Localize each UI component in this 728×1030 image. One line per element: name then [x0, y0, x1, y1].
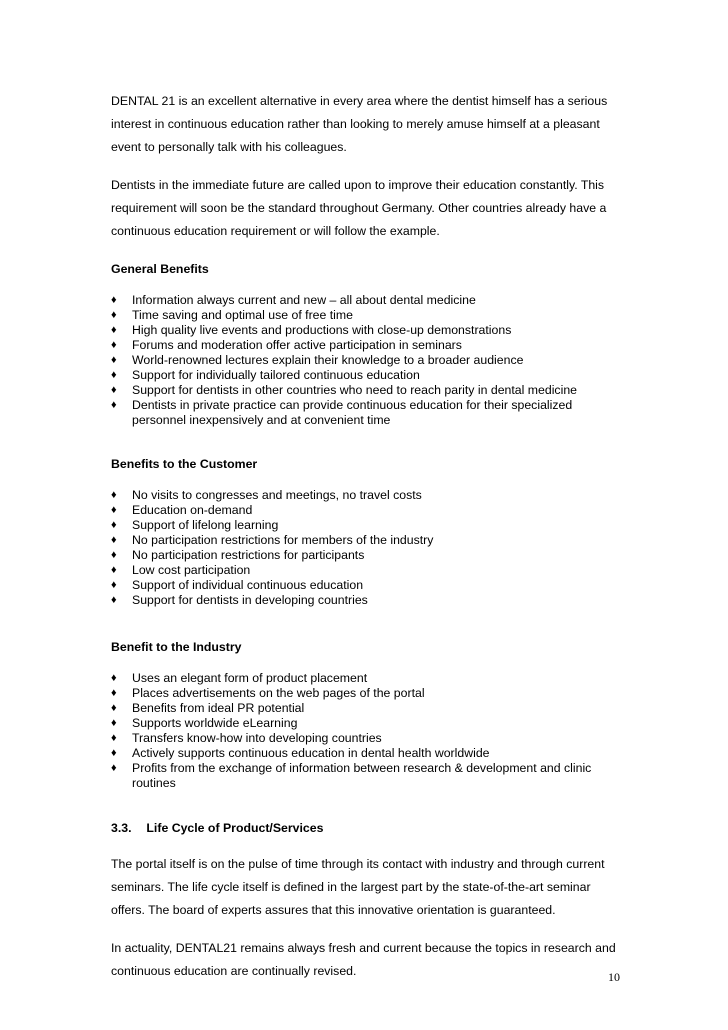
document-page: [111, 90, 621, 983]
list-item: [111, 593, 621, 608]
section-number: 3.3.: [111, 821, 132, 835]
bullet-diamond-icon: ♦: [111, 732, 117, 744]
section-paragraph-2: In actuality, DENTAL21 remains always fresh and current because the topics in research and continuous education are continually revised.: [111, 941, 616, 978]
customer-benefits-list: [111, 488, 621, 608]
list-item-text: Forums and moderation offer active participation in seminars: [132, 338, 462, 352]
list-item-text: Information always current and new – all about dental medicine: [132, 293, 476, 307]
bullet-diamond-icon: ♦: [111, 519, 117, 531]
bullet-diamond-icon: ♦: [111, 687, 117, 699]
list-item-text: Support for dentists in developing countries: [132, 593, 368, 607]
section-title: Life Cycle of Product/Services: [146, 821, 324, 835]
bullet-diamond-icon: ♦: [111, 504, 117, 516]
list-item: [111, 293, 621, 308]
list-item: [111, 518, 621, 533]
list-item-text: Education on-demand: [132, 503, 253, 517]
bullet-diamond-icon: ♦: [111, 354, 117, 366]
list-item: [111, 398, 621, 428]
list-item: [111, 716, 621, 731]
bullet-diamond-icon: ♦: [111, 702, 117, 714]
list-item-text: No visits to congresses and meetings, no travel costs: [132, 488, 422, 502]
intro-paragraph-1: DENTAL 21 is an excellent alternative in every area where the dentist himself has a serious interest in continuous education rather than looking to merely amuse himself at a pleasant event to personally talk with his colleagues.: [111, 94, 608, 154]
list-item: [111, 353, 621, 368]
bullet-diamond-icon: ♦: [111, 747, 117, 759]
section-paragraph-1: The portal itself is on the pulse of time through its contact with industry and through current seminars. The life cycle itself is defined in the largest part by the state-of-the-art seminar offers. The board of experts assures that this innovative orientation is guaranteed.: [111, 857, 605, 917]
list-item: [111, 686, 621, 701]
list-item: [111, 338, 621, 353]
list-item: [111, 533, 621, 548]
list-item-text: No participation restrictions for participants: [132, 548, 365, 562]
list-item: [111, 503, 621, 518]
list-item-text: Low cost participation: [132, 563, 251, 577]
bullet-diamond-icon: ♦: [111, 717, 117, 729]
bullet-diamond-icon: ♦: [111, 672, 117, 684]
list-item-text: Supports worldwide eLearning: [132, 716, 298, 730]
bullet-diamond-icon: ♦: [111, 324, 117, 336]
bullet-diamond-icon: ♦: [111, 339, 117, 351]
bullet-diamond-icon: ♦: [111, 309, 117, 321]
bullet-diamond-icon: ♦: [111, 294, 117, 306]
bullet-diamond-icon: ♦: [111, 594, 117, 606]
list-item: [111, 761, 621, 791]
list-item-text: Support of individual continuous education: [132, 578, 364, 592]
list-item-text: High quality live events and productions with close-up demonstrations: [132, 323, 512, 337]
list-item-text: Support for individually tailored continuous education: [132, 368, 420, 382]
list-item: [111, 563, 621, 578]
list-item-text: Actively supports continuous education in dental health worldwide: [132, 746, 490, 760]
list-item: [111, 323, 621, 338]
list-item-text: No participation restrictions for members of the industry: [132, 533, 434, 547]
list-item-text: Places advertisements on the web pages of the portal: [132, 686, 425, 700]
general-benefits-heading: General Benefits: [111, 262, 209, 276]
bullet-diamond-icon: ♦: [111, 489, 117, 501]
list-item: [111, 488, 621, 503]
list-item-text: Time saving and optimal use of free time: [132, 308, 353, 322]
list-item: [111, 383, 621, 398]
bullet-diamond-icon: ♦: [111, 399, 117, 411]
list-item: [111, 701, 621, 716]
list-item-text: World-renowned lectures explain their knowledge to a broader audience: [132, 353, 524, 367]
list-item: [111, 548, 621, 563]
general-benefits-list: [111, 293, 621, 428]
customer-benefits-heading: Benefits to the Customer: [111, 457, 258, 471]
list-item-text: Transfers know-how into developing countries: [132, 731, 382, 745]
list-item: [111, 308, 621, 323]
bullet-diamond-icon: ♦: [111, 369, 117, 381]
list-item-text: Benefits from ideal PR potential: [132, 701, 305, 715]
list-item-text: Dentists in private practice can provide continuous education for their specialized personnel inexpensively and at convenient time: [132, 398, 573, 427]
bullet-diamond-icon: ♦: [111, 384, 117, 396]
list-item-text: Uses an elegant form of product placement: [132, 671, 368, 685]
list-item-text: Support of lifelong learning: [132, 518, 279, 532]
section-heading: [111, 817, 621, 840]
list-item: [111, 578, 621, 593]
bullet-diamond-icon: ♦: [111, 579, 117, 591]
list-item: [111, 731, 621, 746]
list-item: [111, 671, 621, 686]
bullet-diamond-icon: ♦: [111, 549, 117, 561]
industry-benefits-list: [111, 671, 621, 791]
bullet-diamond-icon: ♦: [111, 564, 117, 576]
page-number: 10: [608, 970, 620, 984]
list-item-text: Support for dentists in other countries who need to reach parity in dental medicine: [132, 383, 577, 397]
list-item-text: Profits from the exchange of information between research & development and clinic routines: [132, 761, 592, 790]
intro-paragraph-2: Dentists in the immediate future are called upon to improve their education constantly. This requirement will soon be the standard throughout Germany. Other countries already have a continuous education requirement or will follow the example.: [111, 178, 607, 238]
industry-benefits-heading: Benefit to the Industry: [111, 640, 242, 654]
bullet-diamond-icon: ♦: [111, 534, 117, 546]
list-item: [111, 368, 621, 383]
bullet-diamond-icon: ♦: [111, 762, 117, 774]
list-item: [111, 746, 621, 761]
